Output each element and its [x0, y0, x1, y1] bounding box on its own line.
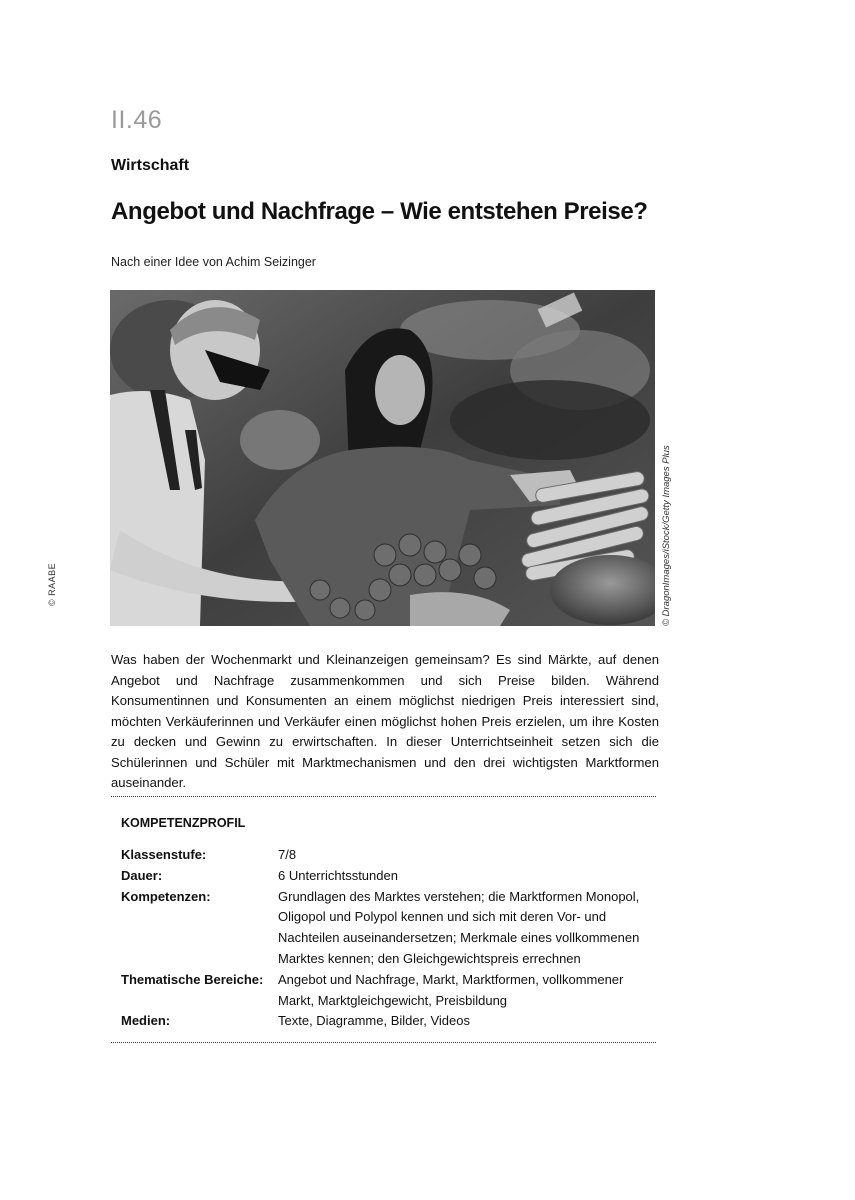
profile-heading: KOMPETENZPROFIL — [121, 816, 246, 830]
profile-value: Grundlagen des Marktes verstehen; die Marktformen Monopol, Oligopol und Polypol kennen und sich mit deren Vor- und Nachteilen auseinandersetzen; Merkmale eines vollkommenen Marktes kennen; den Gleichgewichtspreis errechnen — [278, 888, 640, 966]
profile-row-topics — [121, 970, 651, 1012]
author-line: Nach einer Idee von Achim Seizinger — [111, 255, 316, 269]
intro-paragraph: Was haben der Wochenmarkt und Kleinanzeigen gemeinsam? Es sind Märkte, auf denen Angebot und Nachfrage zusammenkommen und sich Preise bilden. Während Konsumentinnen und Konsumenten an einem möglichst niedrigen Preis interessiert sind, möchten Verkäuferinnen und Verkäufer einen möglichst hohen Preis erzielen, um ihre Kosten zu decken und Gewinn zu erwirtschaften. In dieser Unterrichtseinheit setzen sich die Schülerinnen und Schüler mit Marktmechanismen und den drei wichtigsten Marktformen auseinander. — [111, 652, 659, 790]
publisher-mark: © RAABE — [47, 562, 57, 606]
market-photo-illustration — [110, 290, 655, 626]
profile-label: Thematische Bereiche: — [121, 971, 264, 987]
chapter-number: II.46 — [111, 106, 163, 134]
dotted-divider-bottom — [111, 1042, 656, 1043]
subject-heading: Wirtschaft — [111, 157, 190, 174]
profile-value: 7/8 — [278, 847, 297, 862]
market-photo — [110, 290, 655, 626]
profile-label: Medien: — [121, 1013, 171, 1029]
page-title: Angebot und Nachfrage – Wie entstehen Preise? — [111, 198, 648, 225]
profile-value: Texte, Diagramme, Bilder, Videos — [278, 1013, 470, 1029]
profile-value: 6 Unterrichtsstunden — [278, 867, 398, 883]
profile-row-grade — [121, 845, 651, 866]
profile-row-duration — [121, 866, 651, 887]
profile-label: Kompetenzen: — [121, 888, 211, 904]
competence-profile-table — [121, 845, 651, 1032]
profile-label: Dauer: — [121, 867, 163, 883]
dotted-divider-top — [111, 796, 656, 797]
profile-row-media — [121, 1011, 651, 1032]
photo-credit: © DragonImages/iStock/Getty Images Plus — [661, 445, 672, 626]
profile-value: Angebot und Nachfrage, Markt, Marktformen, vollkommener Markt, Marktgleichgewicht, Preisbildung — [278, 971, 624, 1008]
profile-row-competences — [121, 887, 651, 970]
profile-label: Klassenstufe: — [121, 847, 207, 862]
